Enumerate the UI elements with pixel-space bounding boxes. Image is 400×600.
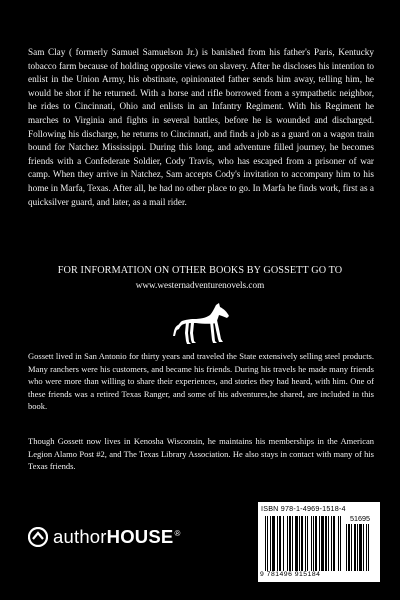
barcode-bar	[272, 516, 275, 571]
barcode-bar	[305, 516, 306, 571]
horse-icon	[172, 303, 230, 345]
author-bio-paragraph: Though Gossett now lives in Kenosha Wisconsin, he maintains his memberships in the American Legion Alamo Post #2, and The Texas Library Association. He also stays in contact with many of his Texas friends.	[28, 436, 374, 472]
barcode-bar	[292, 516, 293, 571]
barcode-bar	[325, 516, 327, 571]
barcode-bar	[366, 524, 367, 571]
barcode-addon-bars	[346, 524, 374, 571]
barcode-bar	[319, 516, 320, 571]
barcode-bar	[348, 524, 350, 571]
synopsis-text: Sam Clay ( formerly Samuel Samuelson Jr.) is banished from his father's Paris, Kentucky tobacco farm because of holding opposite views on slavery. After he discloses his intention to enlist in the Union Army, his obstinate, opinionated father sends him away, telling him, he would be shot if he returned. With a horse and rifle borrowed from a sympathetic neighbor, he rides to Cincinnati, Ohio and enlists in an Infantry Regiment. With his Regiment he marches to Virginia and fights in several battles, before he is wounded and discharged. Following his discharge, he returns to Cincinnati, and finds a job as a guard on a wagon train bound for Natchez Mississippi. During this long, and adventure filled journey, he becomes friends with a Confederate Soldier, Cody Travis, who has escaped from a prisoner of war camp. When they arrive in Natchez, Sam accepts Cody's invitation to accompany him to his home in Marfa, Texas. After all, he had no other place to go. In Marfa he finds work, first as a quicksilver guard, and later, as a mail rider.	[28, 47, 374, 207]
barcode-bar	[359, 524, 362, 571]
barcode-bar	[289, 516, 291, 571]
website-link[interactable]: www.westernadventurenovels.com	[135, 280, 265, 290]
barcode-bar	[287, 516, 288, 571]
barcode-bar	[346, 524, 347, 571]
barcode-bar	[354, 524, 356, 571]
info-heading: FOR INFORMATION ON OTHER BOOKS BY GOSSETT GO TO	[57, 265, 343, 276]
barcode-bar	[277, 516, 278, 571]
authorhouse-logo-icon	[28, 527, 48, 547]
barcode-bar	[368, 524, 369, 571]
barcode-bar	[301, 516, 303, 571]
publisher-name-part1: author	[53, 526, 107, 547]
barcode-bar	[299, 516, 300, 571]
publisher-logo	[28, 526, 181, 548]
publisher-name	[53, 526, 181, 548]
barcode-bar	[338, 516, 339, 571]
barcode-bar	[340, 516, 341, 571]
isbn-barcode	[258, 502, 380, 582]
isbn-text: ISBN 978-1-4969-1518-4	[261, 504, 346, 513]
barcode-bar	[265, 516, 266, 571]
barcode-addon-number: 51695	[350, 514, 370, 523]
barcode-bar	[311, 516, 312, 571]
author-bio-paragraph: Gossett lived in San Antonio for thirty years and traveled the State extensively selling steel products. Many ranchers were his customers, and became his friends. During his travels he made many friends who were more than willing to share their experiences, and stories they had heard, with him. One of these friends was a retired Texas Ranger, and some of his adventures,he shared, are included in this book.	[28, 351, 374, 412]
barcode-bar	[333, 516, 335, 571]
publisher-name-part2: HOUSE	[106, 526, 174, 547]
barcode-bars	[265, 516, 341, 571]
barcode-bar	[321, 516, 324, 571]
barcode-bar	[357, 524, 358, 571]
barcode-bar	[270, 516, 271, 571]
barcode-bar	[363, 524, 364, 571]
barcode-bar	[313, 516, 314, 571]
barcode-bar	[283, 516, 284, 571]
barcode-bar	[267, 516, 268, 571]
registered-mark: ®	[174, 528, 181, 538]
barcode-bar	[279, 516, 281, 571]
barcode-bar	[315, 516, 317, 571]
barcode-bar	[328, 516, 329, 571]
barcode-bar	[331, 516, 332, 571]
barcode-bar	[351, 524, 352, 571]
barcode-bar	[307, 516, 308, 571]
barcode-ean-number: 9 781496 915184	[260, 571, 321, 578]
barcode-bar	[295, 516, 298, 571]
